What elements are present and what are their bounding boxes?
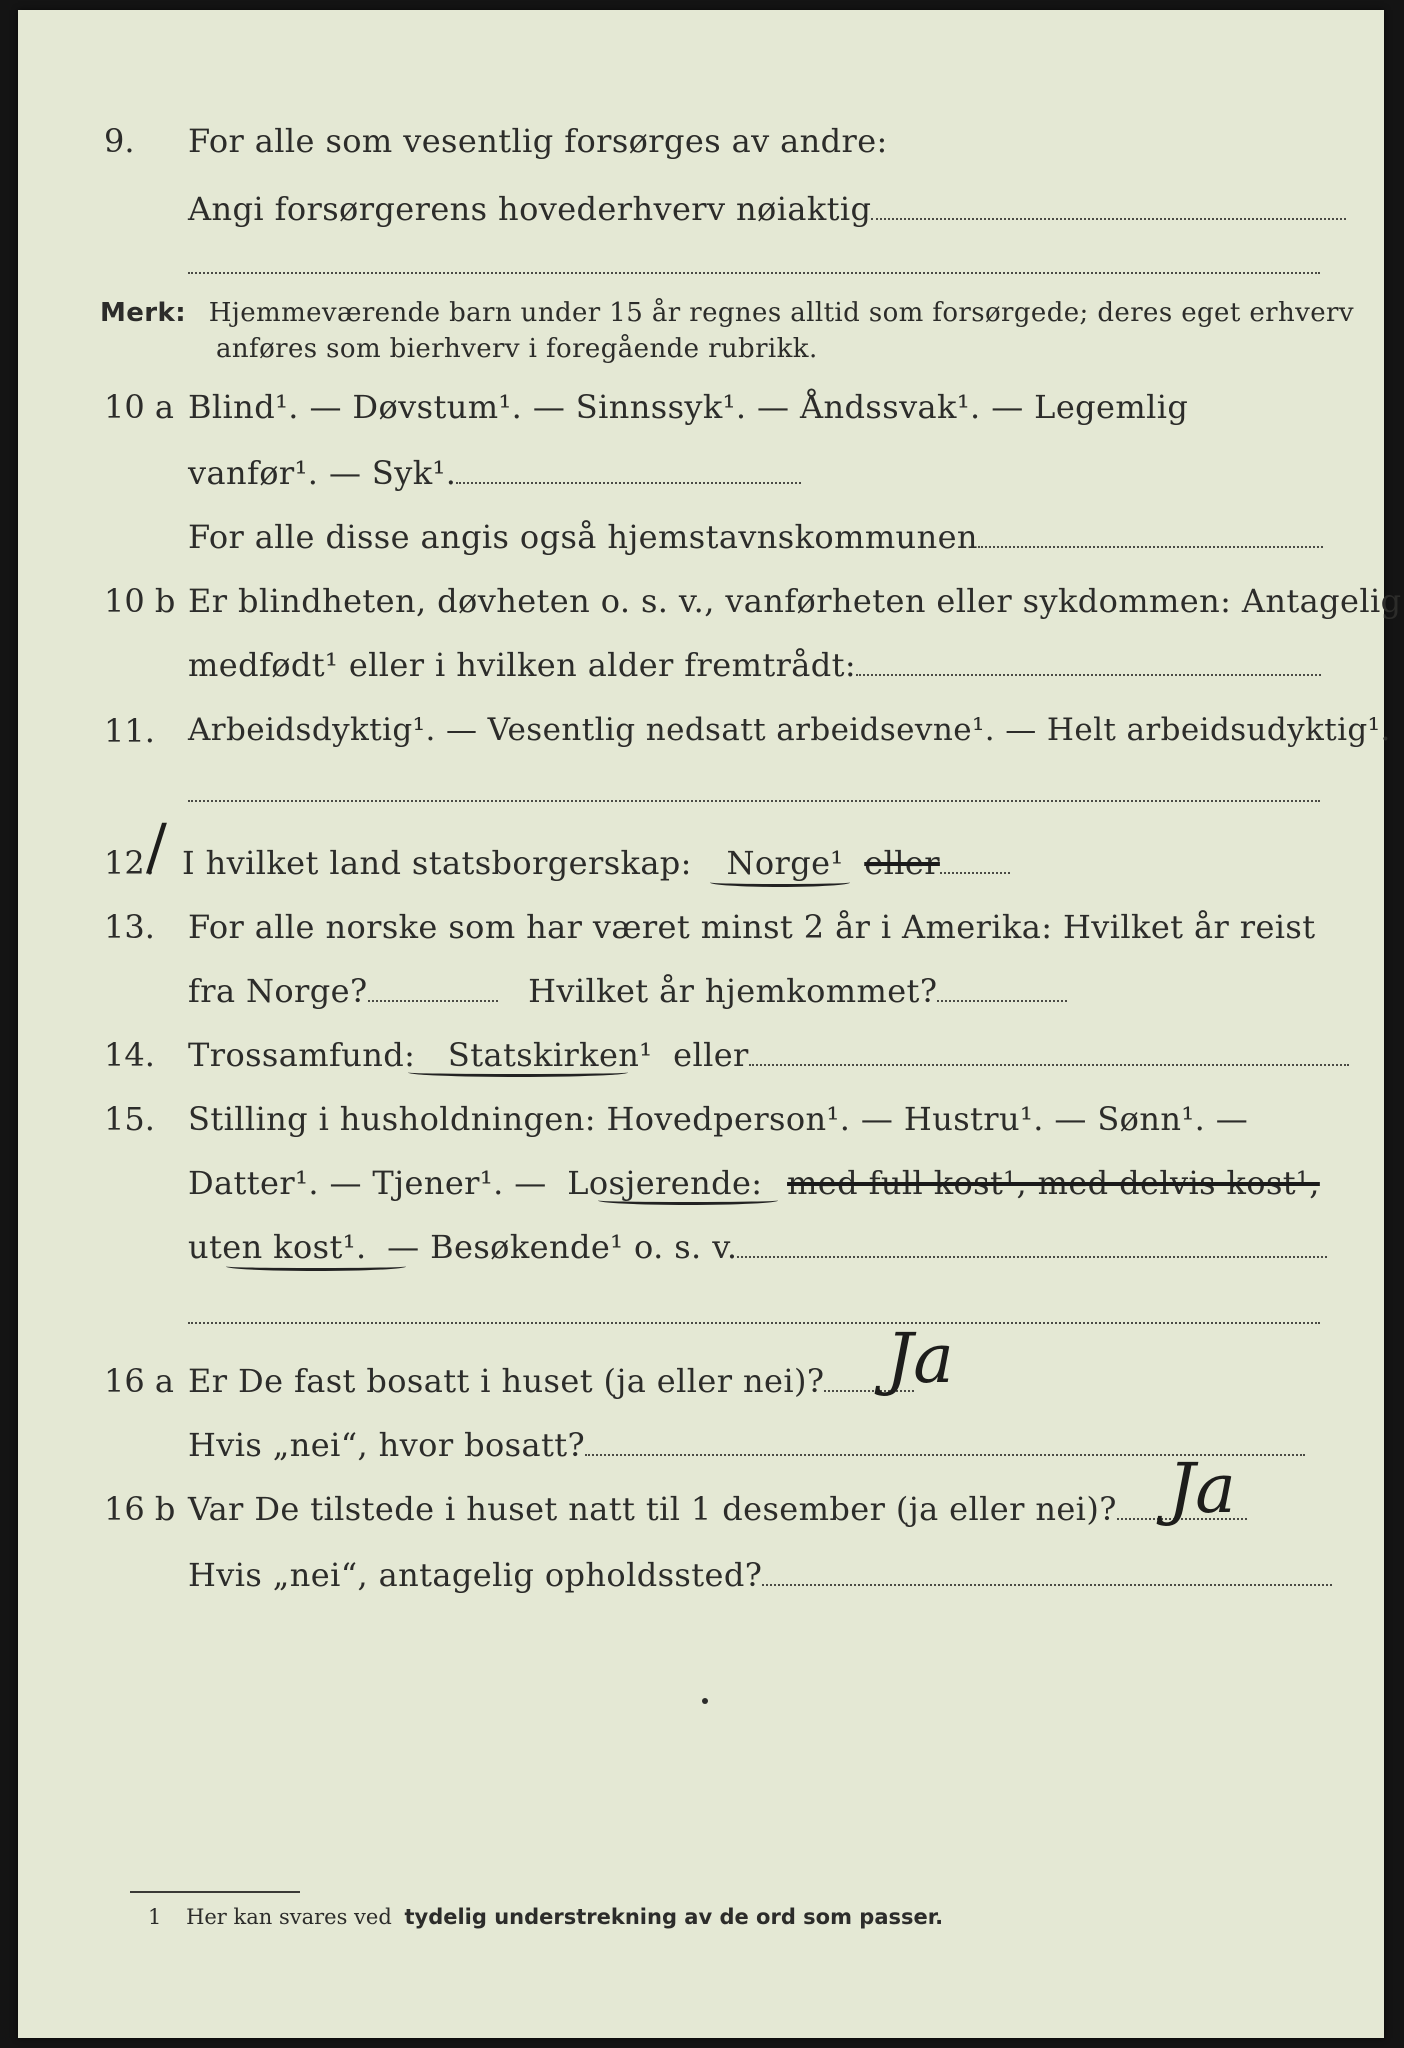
q14-tail: eller	[673, 1036, 749, 1074]
q16a-line2-row	[188, 1426, 1305, 1464]
q16a-line2: Hvis „nei“, hvor bosatt?	[188, 1426, 586, 1464]
q12-number: 12.	[104, 844, 155, 882]
q16a-line1: Er De fast bosatt i huset (ja eller nei)?	[188, 1362, 825, 1400]
q16b-handwritten-answer: Ja	[1168, 1450, 1236, 1529]
q13-line2b: Hvilket år hjemkommet?	[528, 972, 938, 1010]
q9-answer-dots	[871, 217, 1346, 220]
q10b-line2-row	[188, 646, 1321, 684]
q12-answer: Norge¹	[726, 844, 844, 882]
q13-line1: For alle norske som har været minst 2 år i Amerika: Hvilket år reist	[188, 908, 1316, 946]
census-form-page	[18, 10, 1402, 2038]
q16b-line1: Var De tilstede i huset natt til 1 desember (ja eller nei)?	[188, 1490, 1117, 1528]
q10a-line3: For alle disse angis også hjemstavnskommunen	[188, 518, 978, 556]
q11-line1: Arbeidsdyktig¹. — Vesentlig nedsatt arbeidsevne¹. — Helt arbeidsudyktig¹.	[188, 712, 1391, 748]
footnote-text-a: Her kan svares ved	[186, 1905, 392, 1929]
footnote-rule	[130, 1891, 300, 1893]
q10a-line2-row	[188, 454, 801, 492]
q10a-line1: Blind¹. — Døvstum¹. — Sinnssyk¹. — Åndssvak¹. — Legemlig	[188, 388, 1189, 426]
q15-line3b: — Besøkende¹ o. s. v.	[387, 1228, 738, 1266]
q12-dots	[940, 871, 1010, 874]
q15-losjerende-underline	[598, 1196, 778, 1205]
q15-line3-dots	[737, 1255, 1327, 1258]
q15-line2a: Datter¹. — Tjener¹. —	[188, 1164, 547, 1202]
merk-row1	[100, 298, 1354, 328]
q12-checkmark: /	[146, 810, 167, 883]
q10a-line3-row	[188, 518, 1323, 556]
q10a-line2-dots	[456, 481, 801, 484]
q15-line3a: uten kost¹.	[188, 1228, 367, 1266]
q15-number: 15.	[104, 1100, 155, 1138]
q9-line2-row	[188, 190, 1346, 228]
q12-struck: eller	[864, 844, 940, 882]
q16a-line1-row	[188, 1362, 914, 1400]
q13-number: 13.	[104, 908, 155, 946]
q16a-number: 16 a	[104, 1362, 174, 1400]
q16b-line2-row	[188, 1556, 1332, 1594]
q11-number: 11.	[104, 712, 155, 750]
q10b-line2: medfødt¹ eller i hvilken alder fremtrådt:	[188, 646, 857, 684]
q16a-handwritten-answer: Ja	[886, 1320, 954, 1399]
q14-label: Trossamfund:	[188, 1036, 416, 1074]
q10a-line2: vanfør¹. — Syk¹.	[188, 454, 457, 492]
q10b-line2-dots	[856, 673, 1321, 676]
q16b-number: 16 b	[104, 1490, 176, 1528]
q15-line1: Stilling i husholdningen: Hovedperson¹. — Hustru¹. — Sønn¹. —	[188, 1100, 1249, 1138]
q14-dots	[749, 1063, 1349, 1066]
q14-number: 14.	[104, 1036, 155, 1074]
q12-answer-underline	[710, 878, 850, 887]
q13-line2-row	[188, 972, 1067, 1010]
q14-answer-underline	[408, 1068, 628, 1077]
q15-line2-row	[188, 1164, 1320, 1202]
q15-answer-rule	[188, 1322, 1320, 1324]
q15-line3-row	[188, 1228, 1327, 1266]
q9-number: 9.	[104, 122, 135, 160]
q12-row	[182, 844, 1010, 882]
q15-line2b: Losjerende:	[567, 1164, 763, 1202]
q15-line2c: med full kost¹, med delvis kost¹,	[787, 1164, 1320, 1202]
q9-line1: For alle som vesentlig forsørges av andre:	[188, 122, 888, 160]
merk-line2: anføres som bierhverv i foregående rubrikk.	[216, 334, 818, 364]
q16b-line1-row	[188, 1490, 1247, 1528]
q12-line1: I hvilket land statsborgerskap:	[182, 844, 692, 882]
q10b-line1: Er blindheten, døvheten o. s. v., vanførheten eller sykdommen: Antagelig	[188, 582, 1402, 620]
q11-answer-rule	[188, 800, 1320, 802]
q14-answer: Statskirken¹	[447, 1036, 653, 1074]
q13-line2a: fra Norge?	[188, 972, 368, 1010]
ink-dot	[702, 1698, 708, 1704]
q16b-line2-dots	[762, 1583, 1332, 1586]
q13-line2a-dots	[368, 999, 498, 1002]
q10a-line3-dots	[978, 545, 1323, 548]
q13-line2b-dots	[937, 999, 1067, 1002]
q16b-line2: Hvis „nei“, antagelig opholdssted?	[188, 1556, 763, 1594]
q10b-number: 10 b	[104, 582, 176, 620]
q14-row	[188, 1036, 1349, 1074]
q9-answer-rule	[188, 272, 1320, 274]
footnote-mark: 1	[148, 1905, 162, 1929]
footnote	[148, 1905, 943, 1929]
merk-label: Merk:	[100, 298, 187, 328]
q9-line2: Angi forsørgerens hovederhverv nøiaktig	[188, 190, 872, 228]
q15-utenkost-underline	[226, 1262, 406, 1271]
q10a-number: 10 a	[104, 388, 174, 426]
merk-line1: Hjemmeværende barn under 15 år regnes alltid som forsørgede; deres eget erhverv	[208, 298, 1354, 328]
footnote-text-b: tydelig understrekning av de ord som passer.	[404, 1905, 944, 1929]
